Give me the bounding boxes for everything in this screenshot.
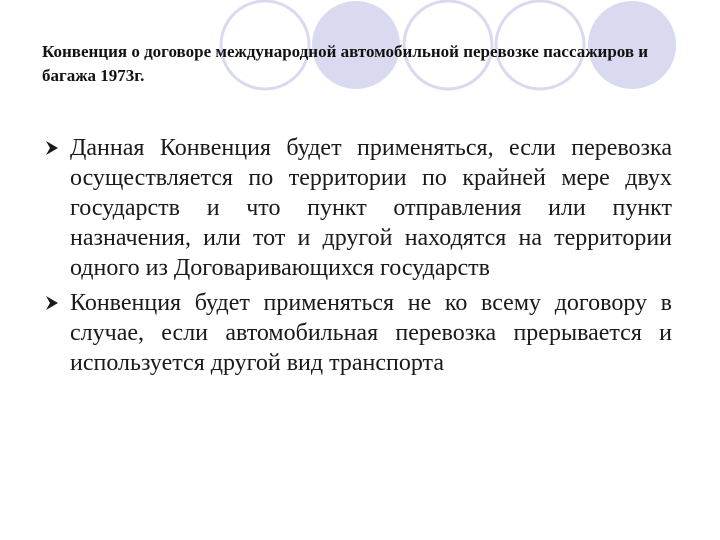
bullet-text: Конвенция будет применяться не ко всему договору в случае, если автомобильная перевозка прерывается и используется другой вид транспорта <box>70 290 672 376</box>
bullet-list <box>44 133 672 383</box>
slide-title: Конвенция о договоре международной автомобильной перевозке пассажиров и багажа 1973г. <box>42 42 649 85</box>
bullet-text: Данная Конвенция будет применяться, если перевозка осуществляется по территории по крайней мере двух государств и что пункт отправления или пункт назначения, или тот и другой находятся на территории одного из Договаривающихся государств <box>70 135 672 281</box>
bullet-item <box>44 133 672 283</box>
bullet-item <box>44 288 672 378</box>
arrowhead-icon <box>44 140 60 156</box>
arrowhead-icon <box>44 295 60 311</box>
